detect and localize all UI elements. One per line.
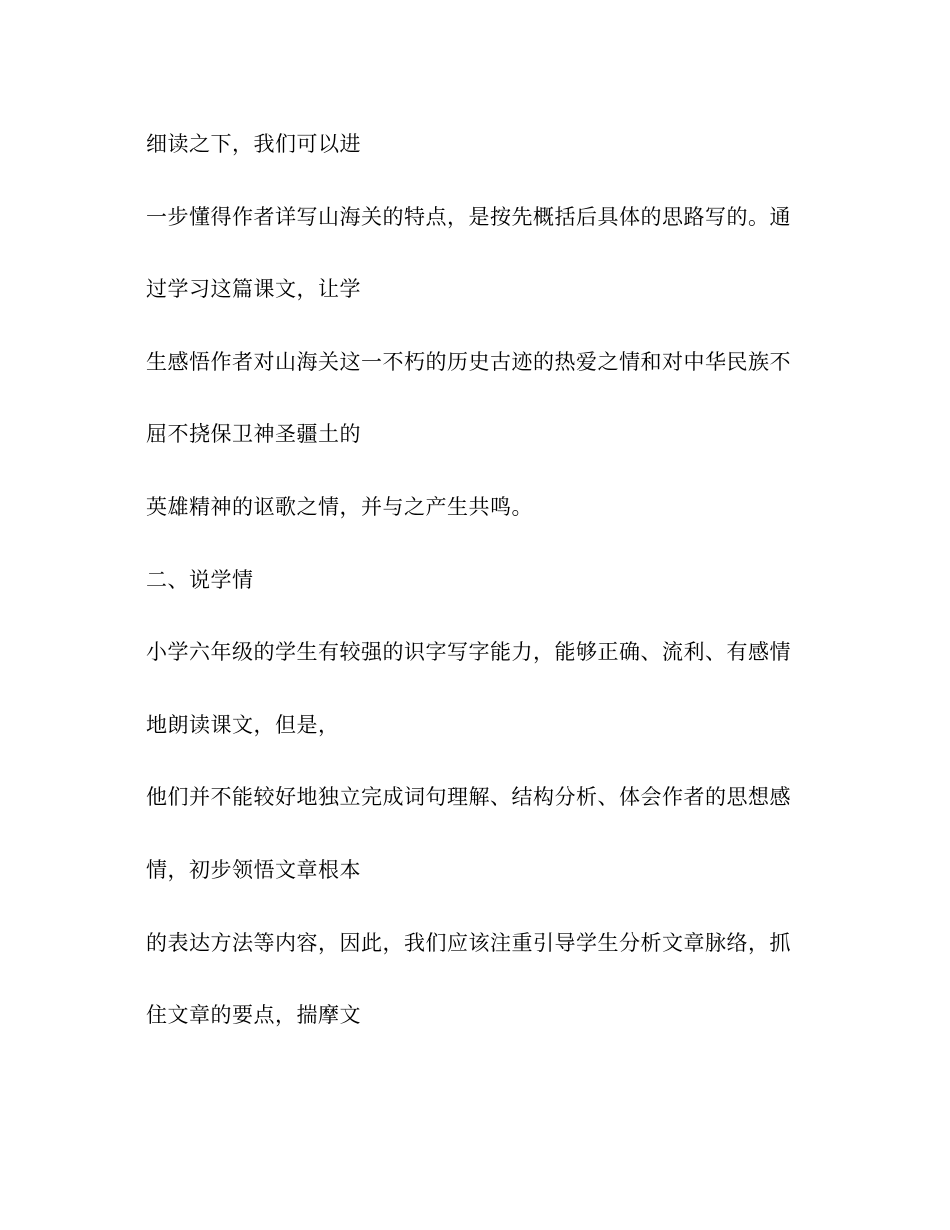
text-line-11: 情，初步领悟文章根本 — [146, 857, 361, 882]
text-line-12: 的表达方法等内容，因此，我们应该注重引导学生分析文章脉络，抓 — [146, 930, 791, 955]
text-line-5: 屈不挠保卫神圣疆土的 — [146, 422, 361, 447]
text-line-1: 细读之下，我们可以进 — [146, 132, 361, 156]
text-line-9: 地朗读课文，但是， — [146, 712, 340, 737]
text-line-10: 他们并不能较好地独立完成词句理解、结构分析、体会作者的思想感 — [146, 785, 791, 810]
text-line-2: 一步懂得作者详写山海关的特点，是按先概括后具体的思路写的。通 — [146, 204, 791, 229]
document-body — [146, 132, 816, 1076]
text-line-8: 小学六年级的学生有较强的识字写字能力，能够正确、流利、有感情 — [146, 640, 791, 665]
text-line-6: 英雄精神的讴歌之情，并与之产生共鸣。 — [146, 494, 533, 519]
text-line-13: 住文章的要点，揣摩文 — [146, 1003, 361, 1028]
text-line-4: 生感悟作者对山海关这一不朽的历史古迹的热爱之情和对中华民族不 — [146, 349, 791, 374]
section-heading: 二、说学情 — [146, 567, 254, 592]
text-line-3: 过学习这篇课文，让学 — [146, 277, 361, 302]
